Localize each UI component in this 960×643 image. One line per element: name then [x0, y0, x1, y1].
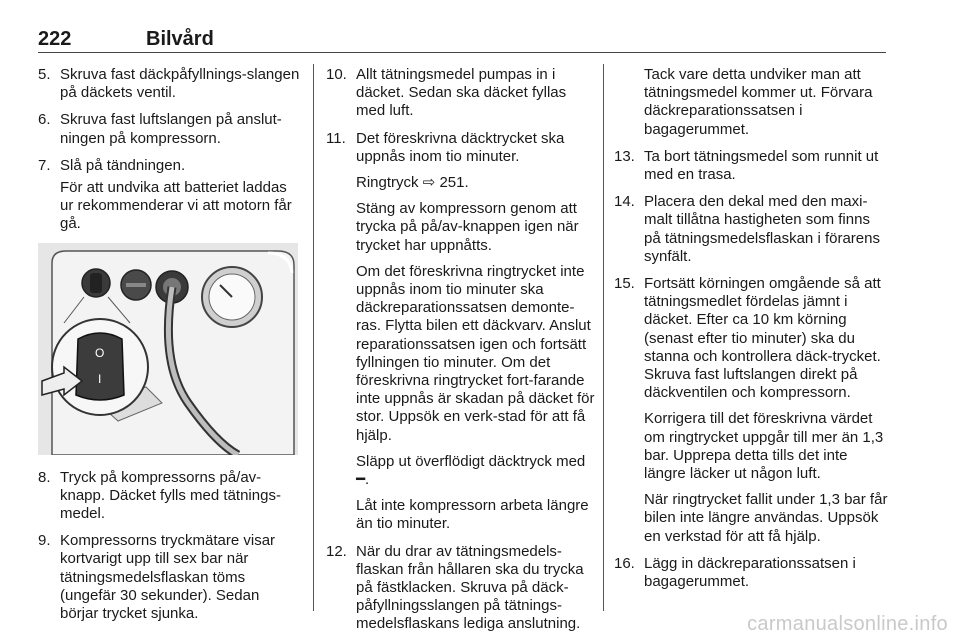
step-12 — [326, 543, 596, 634]
column-divider — [603, 64, 604, 611]
step-number: 8. — [38, 468, 51, 486]
step-11 — [326, 130, 596, 543]
step-paragraph: Släpp ut överflödigt däcktryck med ━. — [356, 452, 586, 489]
step-number: 7. — [38, 156, 51, 174]
compressor-drawing — [38, 243, 298, 455]
step-text: Det föreskrivna däcktrycket ska uppnås inom tio minuter. — [356, 129, 565, 165]
step-13 — [614, 148, 890, 184]
step-7 — [38, 157, 300, 175]
step-9 — [38, 532, 300, 623]
step-number: 10. — [326, 66, 347, 83]
column-divider — [313, 64, 314, 611]
column-2 — [326, 66, 596, 643]
ringtryck-reference: Ringtryck ⇨ 251. — [356, 174, 469, 192]
step-number: 6. — [38, 111, 51, 129]
step-paragraph: När ringtrycket fallit under 1,3 bar får bilen inte längre användas. Uppsök en verkstad för att få hjälp. — [644, 491, 888, 545]
step-16 — [614, 555, 890, 591]
watermark: carmanualsonline.info — [747, 613, 948, 635]
step-text: Skruva fast däckpåfyllnings-slangen på däckets ventil. — [60, 66, 300, 102]
step-5 — [38, 66, 300, 102]
step-paragraph: Låt inte kompressorn arbeta längre än tio minuter. — [356, 497, 589, 533]
step-paragraph: Stäng av kompressorn genom att trycka på på/av-knappen igen när trycket har uppnåtts. — [356, 200, 579, 254]
step-text: Skruva fast luftslangen på anslut-ningen på kompressorn. — [60, 111, 282, 147]
step-15 — [614, 275, 890, 546]
step-8 — [38, 469, 300, 524]
step-paragraph: Korrigera till det föreskrivna värdet om ringtrycket uppgår till mer än 1,3 bar. Upprepa detta tills det inte längre läcker ut någon luft. — [644, 410, 884, 483]
page-link[interactable]: 251. — [439, 174, 469, 192]
step-text: Placera den dekal med den maxi-malt tillåtna hastigheten som finns på tätningsmedelsflaskan i förarens synfält. — [644, 193, 880, 265]
step-number: 12. — [326, 542, 347, 560]
step-number: 13. — [614, 147, 635, 165]
step-text: Fortsätt körningen omgående så att tätningsmedlet fördelas jämnt i däcket. Efter ca 10 km körning (senast efter tio minuter) ska du stanna och kontrollera däck-trycket. Skruva fast luftslangen direkt på däckventilen och kompressorn. — [644, 275, 881, 402]
step-10 — [326, 66, 596, 121]
switch-off-label: I — [98, 371, 102, 386]
step-text: Slå på tändningen. — [60, 156, 186, 174]
step-text: När du drar av tätningsmedels-flaskan från hållaren ska du trycka på fästklacken. Skruva på däck-påfyllningsslangen på tätnings-medelsflaskans lediga anslutning. — [356, 542, 584, 633]
step-paragraph: Om det föreskrivna ringtrycket inte uppnås inom tio minuter ska däckreparationssatsen demonte-ras. Flytta bilen ett däckvarv. Anslut reparationssatsen igen och fortsätt fyllningen tio minuter. Om det föreskrivna ringtrycket fort-farande inte uppnås är skadan på däcket för stor. Uppsök en verk-stad för att få hjälp. — [356, 262, 595, 444]
page-number: 222 — [38, 28, 72, 50]
step-text: Kompressorns tryckmätare visar kortvarigt upp till sex bar när tätningsmedelsflaskan töms (ungefär 30 sekunder). Sedan börjar trycket sjunka. — [60, 532, 276, 623]
step-text: Ta bort tätningsmedel som runnit ut med en trasa. — [644, 147, 879, 184]
step-14 — [614, 193, 890, 266]
column-3 — [614, 66, 890, 600]
step-continuation: Tack vare detta undviker man att tätningsmedel kommer ut. Förvara däckreparationssatsen i bagagerummet. — [644, 66, 873, 138]
step-text: Allt tätningsmedel pumpas in i däcket. Sedan ska däcket fyllas med luft. — [356, 66, 567, 120]
step-6 — [38, 111, 300, 147]
step-note: För att undvika att batteriet laddas ur rekommenderar vi att motorn får gå. — [60, 179, 292, 233]
step-number: 5. — [38, 66, 51, 83]
switch-on-label: O — [95, 345, 105, 360]
step-text: Tryck på kompressorns på/av-knapp. Däcket fylls med tätnings-medel. — [60, 468, 281, 523]
step-number: 9. — [38, 532, 51, 550]
step-number: 16. — [614, 554, 635, 572]
step-number: 11. — [326, 129, 346, 147]
page-header — [38, 28, 886, 53]
step-number: 14. — [614, 193, 635, 211]
section-title: Bilvård — [146, 28, 214, 50]
column-1 — [38, 66, 300, 632]
page-ref-arrow-icon: ⇨ — [422, 174, 436, 192]
compressor-illustration — [38, 243, 298, 455]
step-number: 15. — [614, 275, 635, 293]
step-text: Lägg in däckreparationssatsen i bagagerummet. — [644, 554, 856, 591]
minus-button-icon: ━ — [356, 471, 366, 489]
